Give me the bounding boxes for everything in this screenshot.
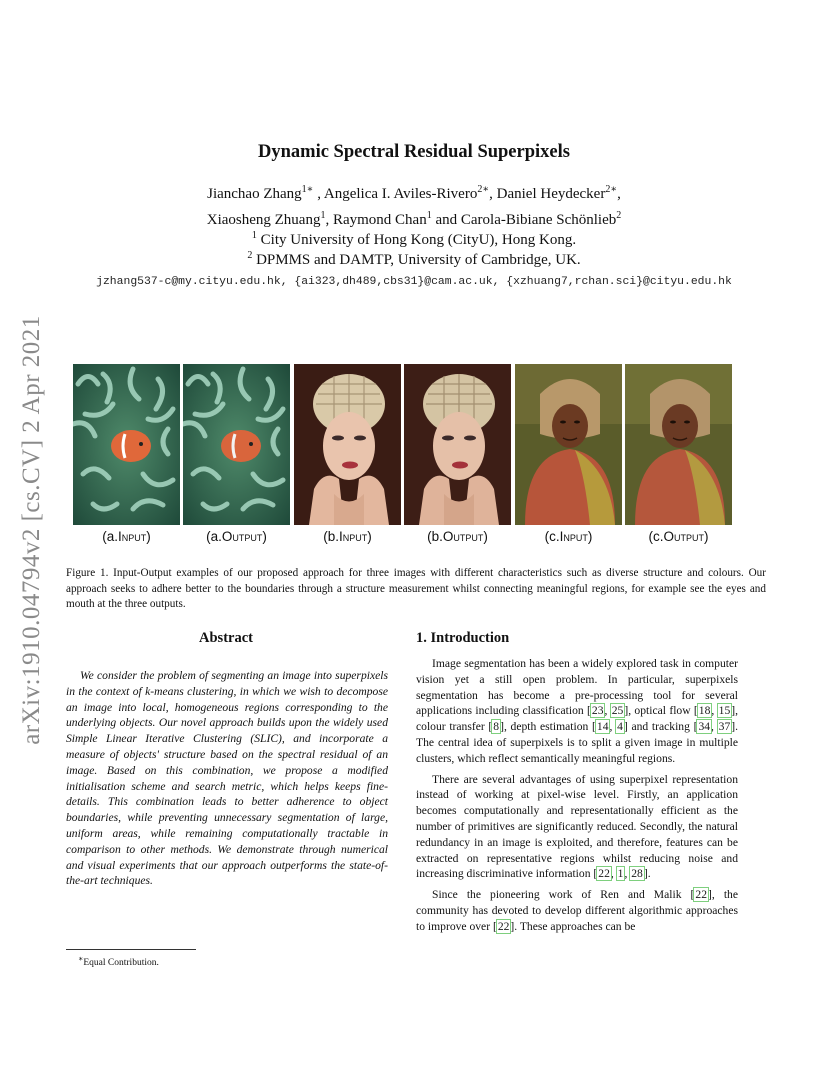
footnote-divider [66,949,196,950]
figure-label-c-output: (c.Output) [648,529,709,544]
introduction-text [416,656,738,940]
introduction-heading: 1. Introduction [416,630,510,646]
citation-link[interactable]: 23 [591,704,604,718]
citation-link[interactable]: 8 [493,720,500,734]
figure-label-b-input: (b.Input) [323,529,372,544]
citation-link[interactable]: 14 [596,720,609,734]
citation-link[interactable]: 1 [617,867,624,881]
citation-link[interactable]: 22 [695,888,708,902]
figure-label-c-input: (c.Input) [544,529,593,544]
figure-label-a-output: (a.Output) [206,529,267,544]
figure-label-b-output: (b.Output) [427,529,488,544]
figure-image-b-input [294,364,401,525]
citation-link[interactable]: 4 [617,720,623,734]
citation-link[interactable]: 25 [611,704,624,718]
citation-link[interactable]: 37 [718,720,731,734]
abstract-text: We consider the problem of segmenting an image into superpixels in the context of k-means clustering, in which we wish to decompose an image into local, homogeneous regions corresponding to the underlying objects. Our novel approach builds upon the widely used Simple Linear Iterative Clustering (SLIC), and incorporate a measure of objects' structure based on the spectral residual of an image. Based on this combination, we propose a modified initialisation scheme and search metric, which helps keeps fine-details. This combination leads to better adherence to object boundaries, while preventing unnecessary segmentation of large, uniform areas, while remaining computationally tractable in comparison to other methods. We demonstrate through numerical and visual experiments that our approach outperforms the state-of-the-art techniques. [66,669,388,888]
intro-paragraph-2: There are several advantages of using superpixel representation instead of working at pixel-wise level. Firstly, an application becomes computationally and representationally efficient as the number of primitives are significantly reduced. Secondly, the natural redundancy in an image is exploited, and therefore, features can be extracted on representative regions whilst reducing noise and increasing discriminative information [22, 1, 28]. [416,772,738,881]
abstract-heading: Abstract [199,630,253,646]
figure-image-b-output [404,364,511,525]
citation-link[interactable]: 22 [598,867,610,881]
figure-image-a-input [73,364,180,525]
citation-link[interactable]: 22 [497,919,510,933]
footnote: ∗Equal Contribution. [78,954,159,969]
affiliation-1: $^1$ City University of Hong Kong (CityU), Hong Kong. [251,230,577,248]
citation-link[interactable]: 34 [698,720,711,734]
figure-image-c-output [625,364,732,525]
figure-image-c-input [515,364,622,525]
paper-title: Dynamic Spectral Residual Superpixels [258,142,570,162]
affiliation-2: $^2$ DPMMS and DAMTP, University of Cambridge, UK. [247,250,581,268]
citation-link[interactable]: 28 [631,867,643,881]
citation-link[interactable]: 15 [718,704,731,718]
intro-paragraph-1: Image segmentation has been a widely explored task in computer vision yet a still open problem. In particular, superpixels segmentation has become a pre-processing tool for several applications including classification [23, 25], optical flow [18, 15], colour transfer [8], depth estimation [14, 4] and tracking [34, 37]. The central idea of superpixels is to split a given image in multiple clusters, which reflect semantically meaningful regions. [416,657,739,765]
author-emails: jzhang537-c@my.cityu.edu.hk, {ai323,dh489,cbs31}@cam.ac.uk, {xzhuang7,rchan.sci}@cityu.edu.hk [96,276,732,288]
figure-image-a-output [183,364,290,525]
figure-caption: Figure 1. Input-Output examples of our proposed approach for three images with different characteristics such as diverse structure and colours. Our approach seeks to adhere better to the boundaries through a structure measurement whilst connecting meaningful regions, for example see the eyes and mouth at the three outputs. [66,567,766,610]
authors-line-2: Xiaosheng Zhuang$^1$, Raymond Chan$^1$ and Carola-Bibiane Schönlieb$^2$ [206,210,622,228]
figure-label-a-input: (a.Input) [102,529,151,544]
citation-link[interactable]: 18 [698,704,711,718]
intro-paragraph-3: Since the pioneering work of Ren and Malik [22], the community has devoted to develop different algorithmic approaches to improve over [22]. These approaches can be [416,888,738,933]
authors-line-1: Jianchao Zhang$^{1∗}$ , Angelica I. Aviles-Rivero$^{2∗}$, Daniel Heydecker$^{2∗}$, [207,184,621,202]
arxiv-identifier: arXiv:1910.04794v2 [cs.CV] 2 Apr 2021 [18,315,45,745]
